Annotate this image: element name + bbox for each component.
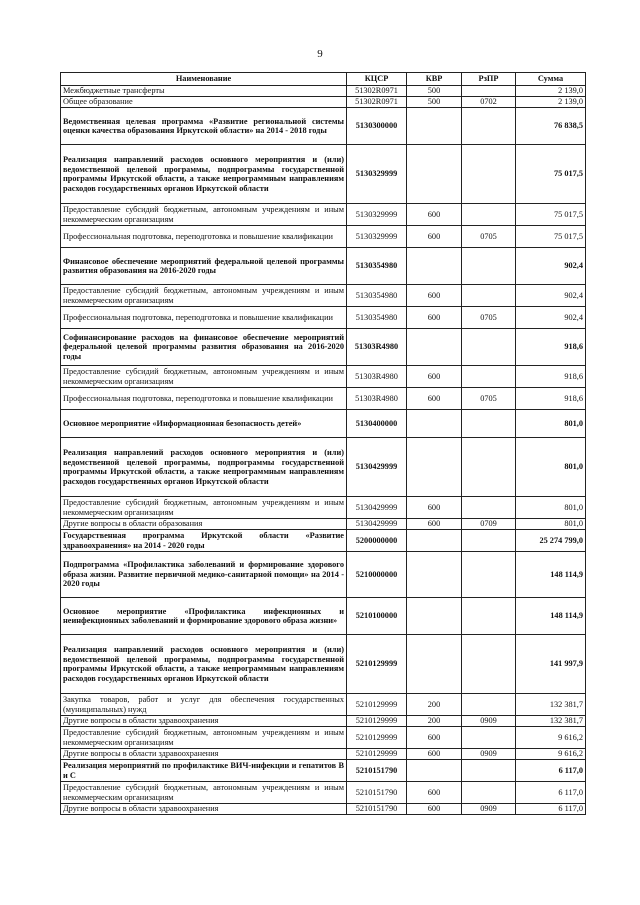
cell-kvr [407, 145, 462, 204]
cell-kvr: 200 [407, 716, 462, 727]
cell-sum: 148 114,9 [516, 552, 586, 598]
cell-sum: 76 838,5 [516, 108, 586, 145]
cell-name: Другие вопросы в области образования [61, 519, 347, 530]
cell-rzpr: 0705 [462, 226, 516, 248]
table-row [61, 716, 586, 727]
cell-kvr: 600 [407, 285, 462, 307]
cell-sum: 2 139,0 [516, 86, 586, 97]
cell-rzpr [462, 760, 516, 782]
cell-name: Другие вопросы в области здравоохранения [61, 804, 347, 815]
cell-kcsr: 5130354980 [347, 307, 407, 329]
cell-kcsr: 5130429999 [347, 519, 407, 530]
header-kvr: КВР [407, 73, 462, 86]
cell-rzpr [462, 248, 516, 285]
table-row [61, 694, 586, 716]
cell-kcsr: 5130429999 [347, 497, 407, 519]
cell-sum: 801,0 [516, 438, 586, 497]
cell-rzpr [462, 782, 516, 804]
table-row [61, 530, 586, 552]
cell-kvr: 600 [407, 307, 462, 329]
cell-rzpr [462, 285, 516, 307]
cell-sum: 9 616,2 [516, 749, 586, 760]
cell-sum: 918,6 [516, 366, 586, 388]
cell-sum: 132 381,7 [516, 694, 586, 716]
cell-kvr: 600 [407, 519, 462, 530]
cell-sum: 6 117,0 [516, 782, 586, 804]
table-header-row [61, 73, 586, 86]
cell-name: Финансовое обеспечение мероприятий федеральной целевой программы развития образования на 2016-2020 годы [61, 248, 347, 285]
cell-kvr [407, 760, 462, 782]
cell-kcsr: 5130400000 [347, 410, 407, 438]
table-row [61, 388, 586, 410]
table-row [61, 329, 586, 366]
table-row [61, 86, 586, 97]
cell-rzpr [462, 635, 516, 694]
cell-rzpr: 0909 [462, 716, 516, 727]
cell-rzpr: 0705 [462, 388, 516, 410]
cell-name: Основное мероприятие «Профилактика инфекционных и неинфекционных заболеваний и формирование здорового образа жизни» [61, 598, 347, 635]
cell-kcsr: 5130354980 [347, 285, 407, 307]
cell-kvr: 600 [407, 804, 462, 815]
cell-kvr: 600 [407, 388, 462, 410]
table-row [61, 366, 586, 388]
cell-name: Софинансирование расходов на финансовое обеспечение мероприятий федеральной целевой программы развития образования на 2016-2020 годы [61, 329, 347, 366]
cell-kvr: 600 [407, 497, 462, 519]
cell-kcsr: 5200000000 [347, 530, 407, 552]
cell-kvr: 600 [407, 366, 462, 388]
cell-name: Предоставление субсидий бюджетным, автономным учреждениям и иным некоммерческим организациям [61, 497, 347, 519]
cell-name: Другие вопросы в области здравоохранения [61, 749, 347, 760]
cell-name: Государственная программа Иркутской области «Развитие здравоохранения» на 2014 - 2020 годы [61, 530, 347, 552]
cell-sum: 902,4 [516, 285, 586, 307]
cell-name: Общее образование [61, 97, 347, 108]
cell-sum: 148 114,9 [516, 598, 586, 635]
cell-name: Предоставление субсидий бюджетным, автономным учреждениям и иным некоммерческим организациям [61, 366, 347, 388]
cell-kvr: 500 [407, 97, 462, 108]
cell-rzpr: 0909 [462, 749, 516, 760]
cell-sum: 132 381,7 [516, 716, 586, 727]
cell-rzpr [462, 145, 516, 204]
cell-name: Предоставление субсидий бюджетным, автономным учреждениям и иным некоммерческим организациям [61, 204, 347, 226]
cell-kvr: 600 [407, 204, 462, 226]
cell-kcsr: 5210129999 [347, 635, 407, 694]
cell-name: Реализация направлений расходов основного мероприятия и (или) ведомственной целевой программы, подпрограммы государственной программы Иркутской области, а также непрограммным направлениям расходов государственных органов Иркутской области [61, 438, 347, 497]
header-kcsr: КЦСР [347, 73, 407, 86]
cell-kvr [407, 248, 462, 285]
cell-kvr [407, 598, 462, 635]
cell-name: Профессиональная подготовка, переподготовка и повышение квалификации [61, 388, 347, 410]
cell-rzpr [462, 108, 516, 145]
cell-kcsr: 51303R4980 [347, 366, 407, 388]
cell-kvr: 600 [407, 727, 462, 749]
cell-sum: 75 017,5 [516, 204, 586, 226]
cell-kcsr: 5210151790 [347, 804, 407, 815]
cell-rzpr: 0909 [462, 804, 516, 815]
cell-sum: 801,0 [516, 497, 586, 519]
cell-kcsr: 5130300000 [347, 108, 407, 145]
table-row [61, 519, 586, 530]
cell-sum: 2 139,0 [516, 97, 586, 108]
table-row [61, 226, 586, 248]
table-row [61, 204, 586, 226]
cell-sum: 918,6 [516, 329, 586, 366]
table-row [61, 410, 586, 438]
table-row [61, 307, 586, 329]
cell-name: Профессиональная подготовка, переподготовка и повышение квалификации [61, 226, 347, 248]
cell-sum: 801,0 [516, 519, 586, 530]
cell-kcsr: 51302R0971 [347, 86, 407, 97]
cell-kcsr: 5210129999 [347, 694, 407, 716]
cell-kvr [407, 438, 462, 497]
cell-kcsr: 5210129999 [347, 727, 407, 749]
cell-name: Профессиональная подготовка, переподготовка и повышение квалификации [61, 307, 347, 329]
cell-kcsr: 5130429999 [347, 438, 407, 497]
cell-sum: 75 017,5 [516, 145, 586, 204]
cell-name: Закупка товаров, работ и услуг для обеспечения государственных (муниципальных) нужд [61, 694, 347, 716]
header-rzpr: РзПР [462, 73, 516, 86]
table-row [61, 497, 586, 519]
cell-rzpr [462, 366, 516, 388]
cell-kcsr: 51303R4980 [347, 388, 407, 410]
cell-kcsr: 5210151790 [347, 782, 407, 804]
cell-sum: 918,6 [516, 388, 586, 410]
table-row [61, 598, 586, 635]
cell-rzpr [462, 598, 516, 635]
cell-kcsr: 5210129999 [347, 749, 407, 760]
cell-kvr: 600 [407, 226, 462, 248]
table-row [61, 285, 586, 307]
cell-name: Реализация направлений расходов основного мероприятия и (или) ведомственной целевой программы, подпрограммы государственной программы Иркутской области, а также непрограммным направлениям расходов государственных органов Иркутской области [61, 145, 347, 204]
table-row [61, 145, 586, 204]
cell-kvr: 600 [407, 782, 462, 804]
cell-kcsr: 5130329999 [347, 145, 407, 204]
cell-name: Реализация направлений расходов основного мероприятия и (или) ведомственной целевой программы, подпрограммы государственной программы Иркутской области, а также непрограммным направлениям расходов государственных органов Иркутской области [61, 635, 347, 694]
cell-kvr: 200 [407, 694, 462, 716]
cell-rzpr [462, 410, 516, 438]
cell-sum: 6 117,0 [516, 760, 586, 782]
table-row [61, 635, 586, 694]
cell-kcsr: 51303R4980 [347, 329, 407, 366]
cell-name: Предоставление субсидий бюджетным, автономным учреждениям и иным некоммерческим организациям [61, 285, 347, 307]
cell-name: Ведомственная целевая программа «Развитие региональной системы оценки качества образования Иркутской области» на 2014 - 2018 годы [61, 108, 347, 145]
table-row [61, 108, 586, 145]
cell-sum: 75 017,5 [516, 226, 586, 248]
cell-sum: 902,4 [516, 307, 586, 329]
cell-rzpr [462, 727, 516, 749]
table-row [61, 804, 586, 815]
cell-rzpr [462, 694, 516, 716]
cell-kvr [407, 108, 462, 145]
cell-name: Межбюджетные трансферты [61, 86, 347, 97]
table-row [61, 248, 586, 285]
cell-kcsr: 5130329999 [347, 204, 407, 226]
cell-rzpr [462, 86, 516, 97]
cell-sum: 6 117,0 [516, 804, 586, 815]
cell-sum: 25 274 799,0 [516, 530, 586, 552]
cell-kcsr: 5210129999 [347, 716, 407, 727]
page-number: 9 [317, 48, 323, 60]
cell-rzpr: 0709 [462, 519, 516, 530]
table-row [61, 782, 586, 804]
cell-name: Основное мероприятие «Информационная безопасность детей» [61, 410, 347, 438]
cell-sum: 801,0 [516, 410, 586, 438]
cell-rzpr [462, 438, 516, 497]
cell-kcsr: 5210000000 [347, 552, 407, 598]
cell-name: Реализация мероприятий по профилактике ВИЧ-инфекции и гепатитов В и С [61, 760, 347, 782]
cell-kvr [407, 530, 462, 552]
header-name: Наименование [61, 73, 347, 86]
cell-name: Предоставление субсидий бюджетным, автономным учреждениям и иным некоммерческим организациям [61, 727, 347, 749]
table-row [61, 438, 586, 497]
header-sum: Сумма [516, 73, 586, 86]
budget-table [60, 72, 586, 815]
cell-kcsr: 5210100000 [347, 598, 407, 635]
cell-name: Другие вопросы в области здравоохранения [61, 716, 347, 727]
table-row [61, 97, 586, 108]
cell-rzpr: 0705 [462, 307, 516, 329]
table-row [61, 749, 586, 760]
table-body [61, 86, 586, 815]
cell-kcsr: 51302R0971 [347, 97, 407, 108]
cell-rzpr [462, 329, 516, 366]
table-row [61, 727, 586, 749]
cell-name: Подпрограмма «Профилактика заболеваний и формирование здорового образа жизни. Развитие первичной медико-санитарной помощи» на 2014 - 2020 годы [61, 552, 347, 598]
cell-rzpr [462, 552, 516, 598]
cell-rzpr [462, 204, 516, 226]
cell-kvr [407, 329, 462, 366]
cell-name: Предоставление субсидий бюджетным, автономным учреждениям и иным некоммерческим организациям [61, 782, 347, 804]
cell-sum: 141 997,9 [516, 635, 586, 694]
cell-kvr: 600 [407, 749, 462, 760]
table-row [61, 552, 586, 598]
cell-kcsr: 5130354980 [347, 248, 407, 285]
table-row [61, 760, 586, 782]
cell-kcsr: 5210151790 [347, 760, 407, 782]
cell-rzpr: 0702 [462, 97, 516, 108]
cell-kvr: 500 [407, 86, 462, 97]
cell-sum: 9 616,2 [516, 727, 586, 749]
cell-kvr [407, 635, 462, 694]
cell-kvr [407, 410, 462, 438]
cell-sum: 902,4 [516, 248, 586, 285]
cell-kvr [407, 552, 462, 598]
cell-rzpr [462, 530, 516, 552]
cell-rzpr [462, 497, 516, 519]
cell-kcsr: 5130329999 [347, 226, 407, 248]
